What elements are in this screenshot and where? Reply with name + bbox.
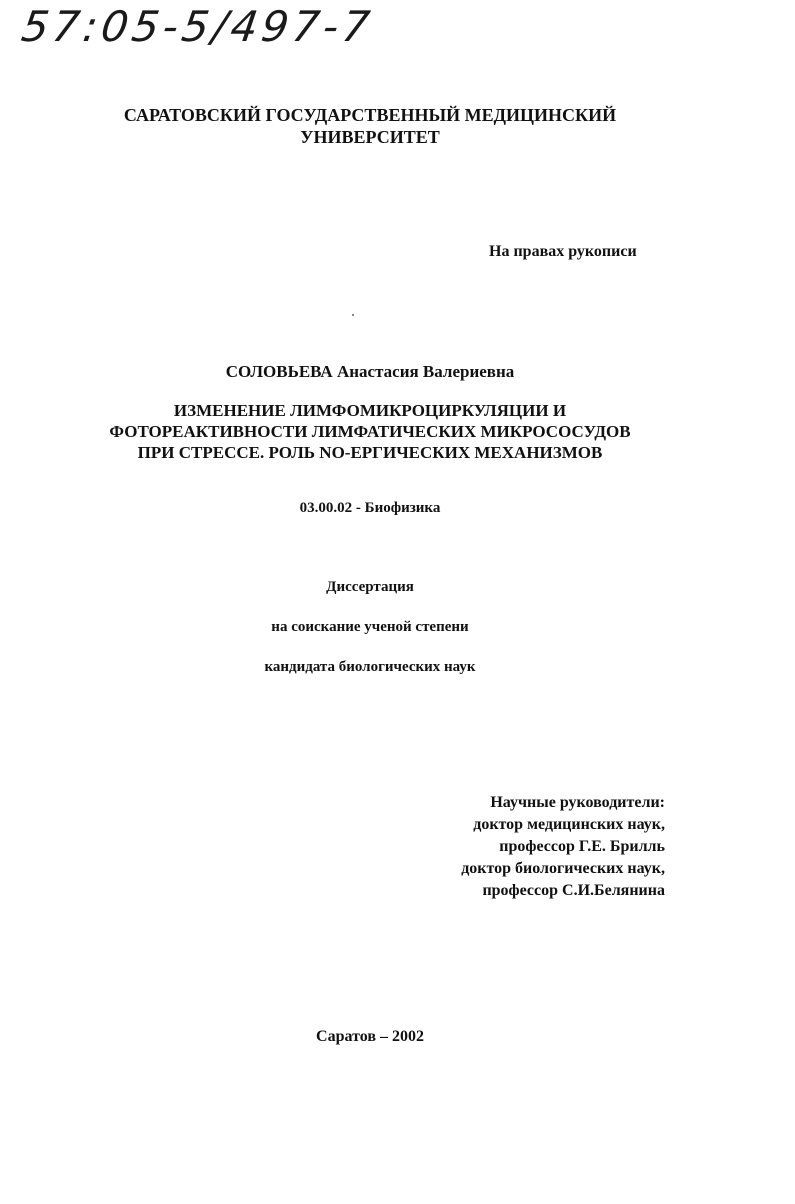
degree-line1: на соискание ученой степени [271, 619, 469, 635]
author-name [0, 362, 740, 382]
title-line3: ПРИ СТРЕССЕ. РОЛЬ NO-ЕРГИЧЕСКИХ МЕХАНИЗМОВ [137, 443, 603, 462]
scan-speck [352, 314, 354, 316]
supervisor-line4: профессор С.И.Белянина [482, 882, 665, 899]
university-name-line1: САРАТОВСКИЙ ГОСУДАРСТВЕННЫЙ МЕДИЦИНСКИЙ [123, 105, 617, 125]
supervisor-line1: доктор медицинских наук, [473, 816, 665, 833]
supervisors-block [461, 792, 665, 902]
university-name-line2: УНИВЕРСИТЕТ [300, 127, 440, 147]
handwritten-catalog-number: 57:05-5/497-7 [18, 2, 377, 51]
manuscript-note: На правах рукописи [489, 243, 637, 260]
dissertation-title [0, 400, 740, 463]
university-name [0, 104, 740, 148]
document-type: Диссертация [326, 579, 414, 595]
specialty-code: 03.00.02 - Биофизика [299, 500, 441, 516]
degree-line2: кандидата биологических наук [264, 659, 476, 675]
supervisors-heading: Научные руководители: [490, 794, 665, 811]
supervisor-line3: доктор биологических наук, [461, 860, 665, 877]
title-line2: ФОТОРЕАКТИВНОСТИ ЛИМФАТИЧЕСКИХ МИКРОСОСУДОВ [109, 422, 631, 441]
city-year: Саратов – 2002 [316, 1028, 424, 1045]
title-line1: ИЗМЕНЕНИЕ ЛИМФОМИКРОЦИРКУЛЯЦИИ И [173, 401, 567, 420]
supervisor-line2: профессор Г.Е. Брилль [499, 838, 665, 855]
author-surname: СОЛОВЬЕВА [225, 362, 333, 381]
author-given-names: Анастасия Валериевна [336, 362, 515, 381]
